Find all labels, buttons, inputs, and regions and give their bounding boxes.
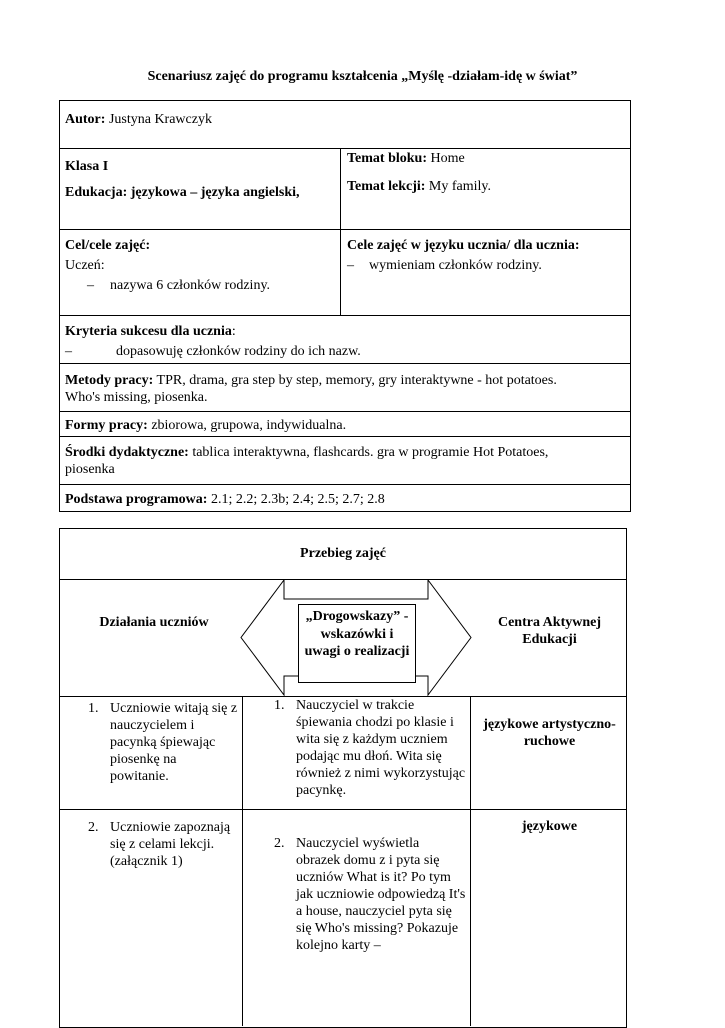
block-topic-value: Home: [427, 151, 465, 166]
methods-value: TPR, drama, gra step by step, memory, gry interaktywne - hot potatoes. Who's missing, piosenka.: [65, 373, 557, 406]
forms-cell: [59, 417, 631, 434]
student-goals-dash: –: [347, 258, 354, 274]
col-signposts-header: [302, 608, 412, 661]
row1-teacher-num: 1.: [274, 698, 285, 713]
student-goals-cell: [341, 237, 631, 274]
row2-center: [472, 818, 627, 835]
row2-teacher-text: Nauczyciel wyświetla obrazek domu z i pyta się uczniów What is it? Po tym jak uczniowie odpowiedzą It's a house, nauczyciel pyta się się Who's missing? Pokazuje kolejno karty –: [296, 836, 466, 954]
course-heading: [59, 545, 627, 562]
course-heading-text: Przebieg zajęć: [300, 546, 386, 561]
forms-label: Formy pracy:: [65, 418, 148, 433]
education-label: Edukacja: językowa – języka angielski,: [65, 185, 300, 201]
row2-teacher: [274, 835, 468, 955]
class-label: Klasa I: [65, 159, 109, 174]
col-signposts-text: „Drogowskazy” -wskazówki i uwagi o realizacji: [304, 609, 410, 659]
success-criteria-cell: [59, 323, 631, 360]
block-topic-label: Temat bloku:: [347, 151, 428, 166]
row1-student-text: Uczniowie witają się z nauczycielem i pacynką śpiewając piosenkę na powitanie.: [110, 701, 238, 785]
curriculum-label: Podstawa programowa:: [65, 492, 208, 507]
goals-item: nazywa 6 członków rodziny.: [110, 278, 271, 294]
col-students-text: Działania uczniów: [99, 615, 209, 630]
lesson-topic-value: My family.: [425, 179, 492, 195]
means-value: tablica interaktywna, flashcards. gra w programie Hot Potatoes, piosenka: [65, 445, 549, 478]
row2-student-num: 2.: [88, 820, 99, 835]
means-label: Środki dydaktyczne:: [65, 445, 189, 460]
means-cell: [59, 444, 599, 478]
table-row: [88, 700, 238, 785]
author-value: Justyna Krawczyk: [105, 112, 212, 127]
lesson-topic-label: Temat lekcji:: [347, 179, 426, 195]
col-centers-text: Centra Aktywnej Edukacji: [497, 615, 602, 648]
row2-teacher-num: 2.: [274, 836, 285, 851]
success-criteria-item: dopasowuję członków rodziny do ich nazw.: [116, 344, 361, 360]
row1-center: [472, 716, 627, 750]
class-cell: [59, 158, 340, 201]
row2-center-text: językowe: [521, 819, 578, 834]
row1-teacher: [274, 697, 468, 799]
goals-intro: Uczeń:: [65, 258, 105, 274]
success-criteria-label: Kryteria sukcesu dla ucznia: [65, 324, 232, 339]
author-label: Autor:: [65, 112, 106, 127]
methods-cell: [59, 372, 599, 406]
row1-student-num: 1.: [88, 701, 99, 716]
topic-cell: [341, 150, 631, 195]
student-goals-label: Cele zajęć w języku ucznia/ dla ucznia:: [347, 238, 580, 253]
curriculum-value: 2.1; 2.2; 2.3b; 2.4; 2.5; 2.7; 2.8: [207, 492, 385, 507]
success-criteria-colon: :: [231, 324, 236, 339]
forms-value: zbiorowa, grupowa, indywidualna.: [147, 418, 347, 433]
author-row: [59, 111, 631, 128]
methods-label: Metody pracy:: [65, 373, 154, 388]
success-criteria-dash: –: [65, 344, 72, 360]
col-students-header: [59, 614, 249, 631]
document-title: Scenariusz zajęć do programu kształcenia „Myślę -działam-idę w świat”: [147, 69, 578, 84]
row1-teacher-text: Nauczyciel w trakcie śpiewania chodzi po klasie i wita się z każdym uczniem podając mu dłoń. Wita się również z nimi wykorzystując pacynkę.: [296, 698, 466, 799]
table-row: [88, 819, 238, 870]
goals-label: Cel/cele zajęć:: [65, 238, 151, 253]
goals-cell: [59, 237, 340, 294]
col-centers-header: [472, 614, 627, 648]
row1-center-text: językowe artystyczno-ruchowe: [483, 717, 616, 750]
goals-dash: –: [87, 278, 94, 294]
curriculum-cell: [59, 491, 631, 508]
row2-student-text: Uczniowie zapoznają się z celami lekcji. (załącznik 1): [110, 820, 231, 870]
student-goals-item: wymieniam członków rodziny.: [369, 258, 542, 274]
